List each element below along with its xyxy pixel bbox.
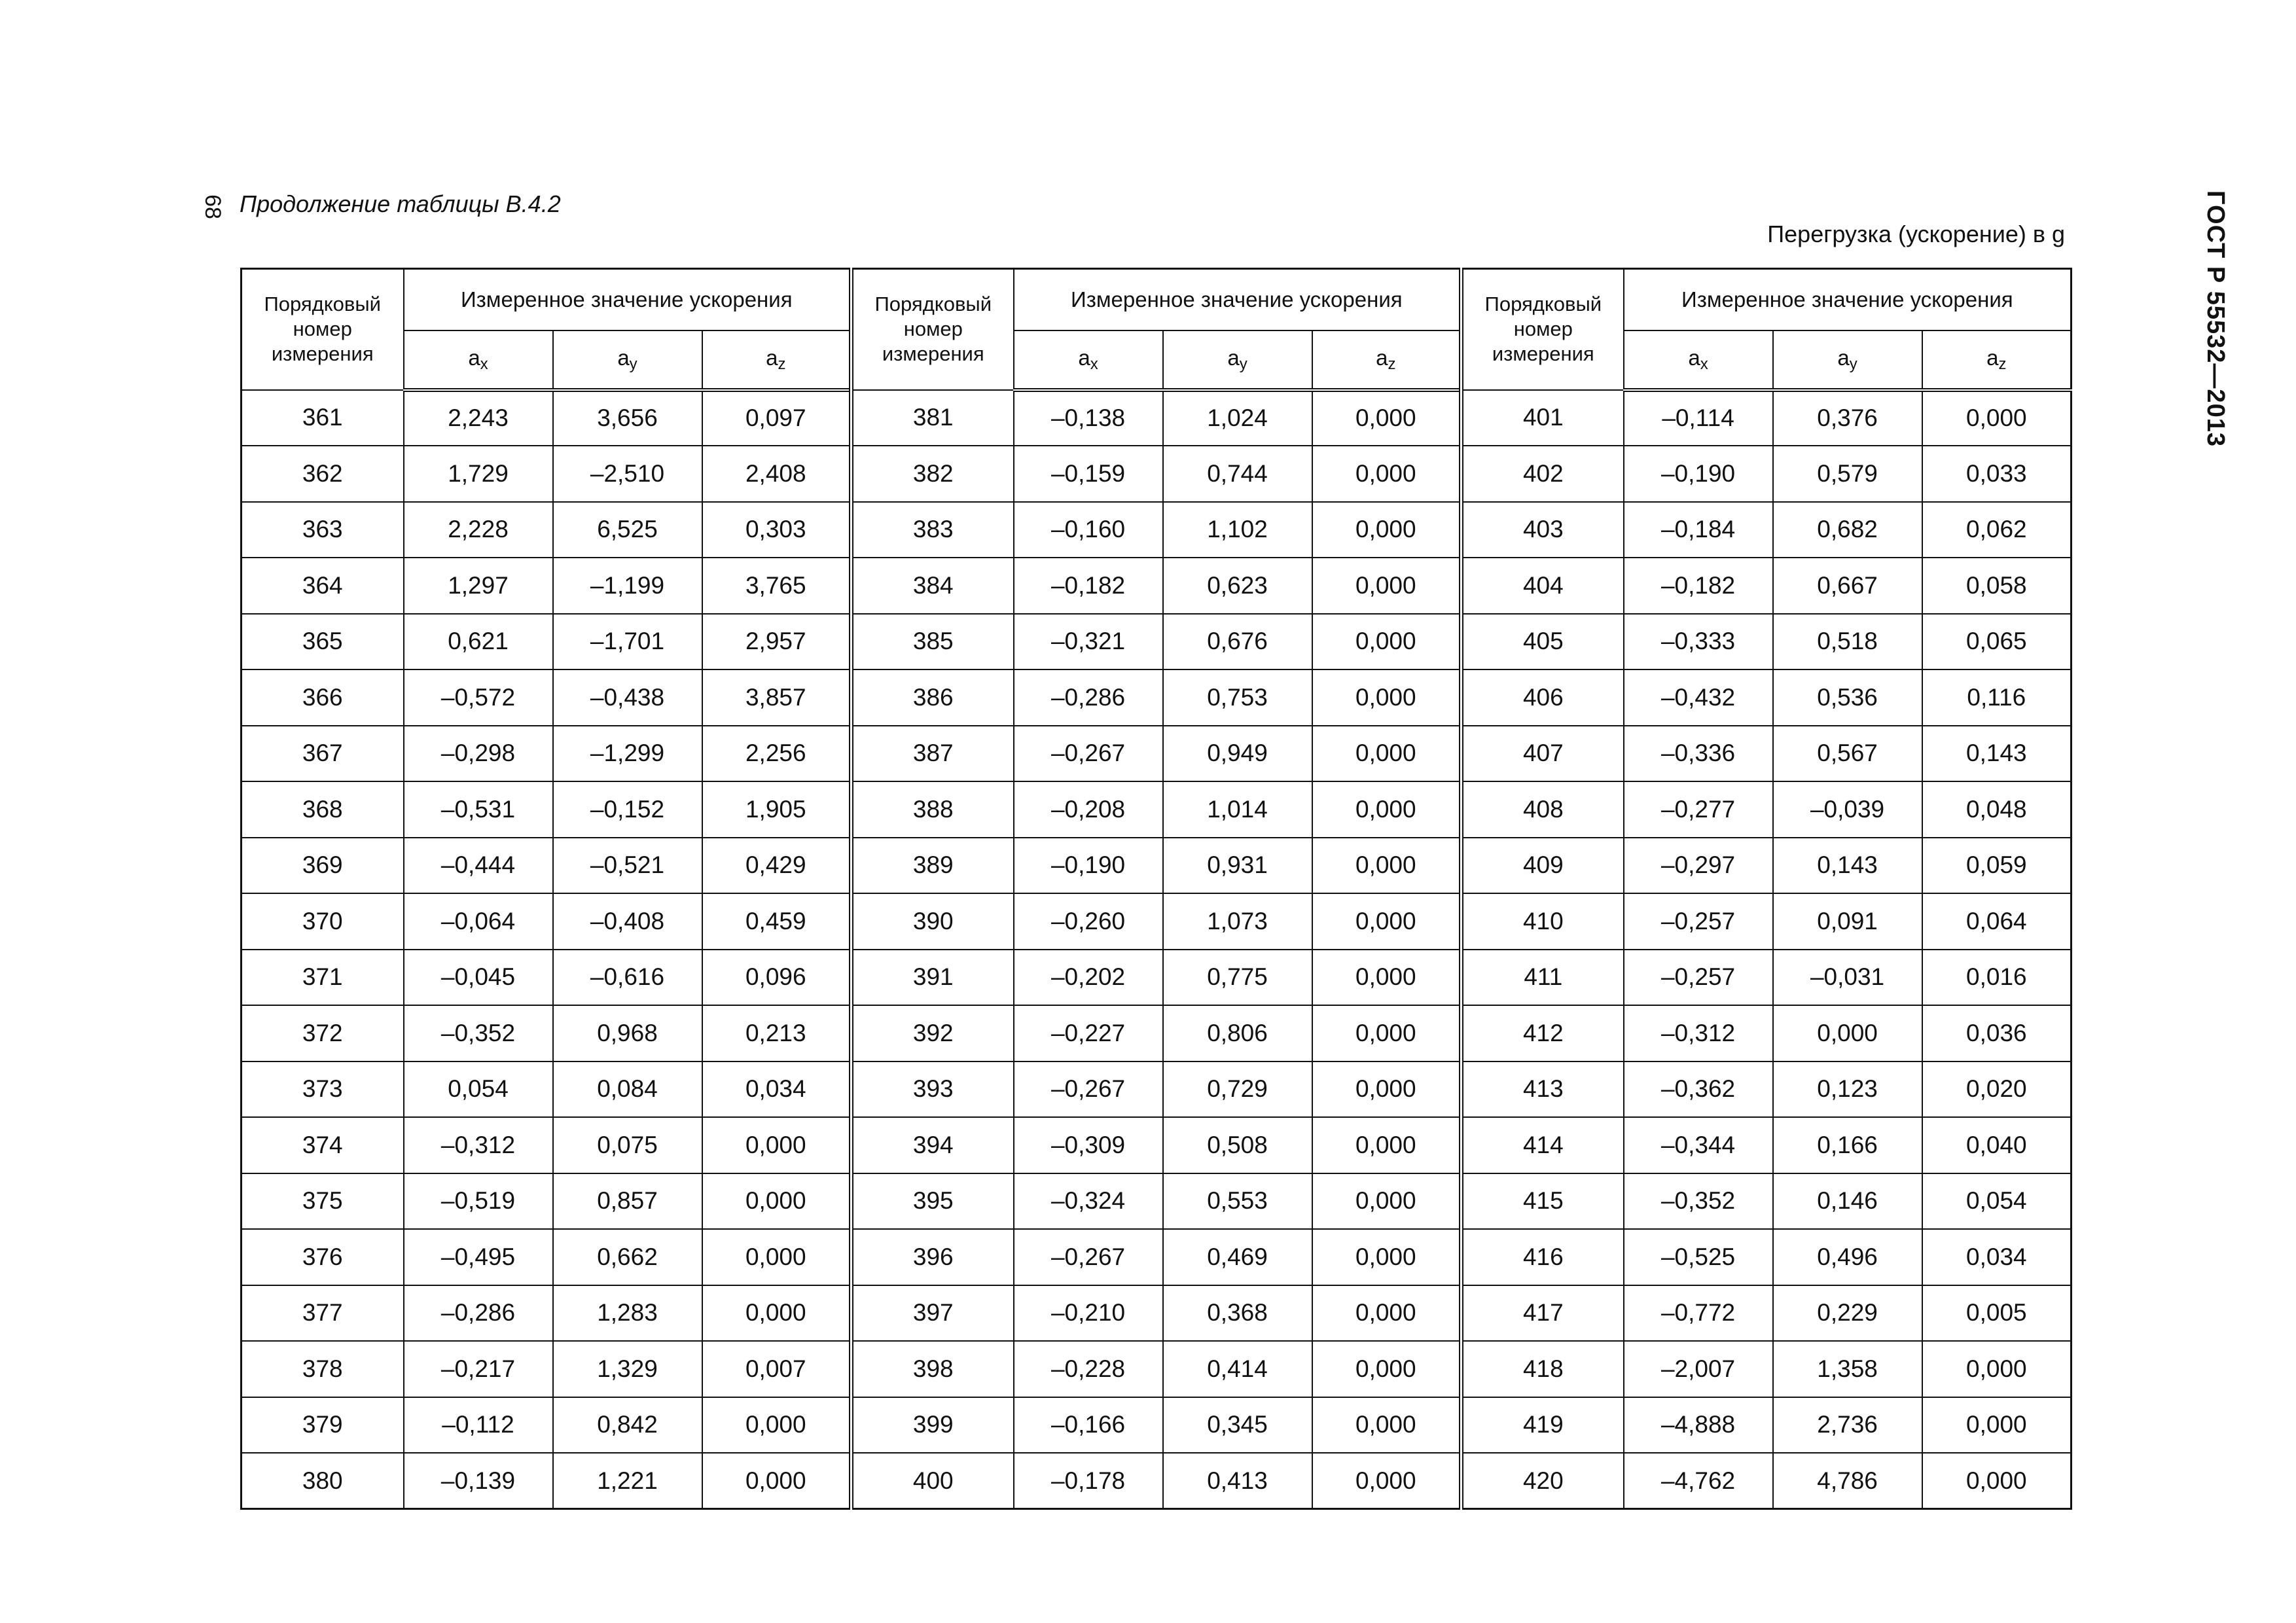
cell-az: 0,000 [1312, 1117, 1462, 1173]
cell-ay: –1,701 [553, 614, 702, 670]
cell-ax: –0,444 [404, 838, 553, 894]
cell-ax: 0,621 [404, 614, 553, 670]
cell-ay: 0,469 [1163, 1229, 1312, 1285]
cell-ay: 1,329 [553, 1341, 702, 1397]
cell-index: 405 [1462, 614, 1624, 670]
cell-index: 403 [1462, 502, 1624, 558]
cell-ay: 1,102 [1163, 502, 1312, 558]
cell-ax: –0,257 [1624, 893, 1773, 950]
cell-ay: 0,775 [1163, 950, 1312, 1006]
cell-index: 411 [1462, 950, 1624, 1006]
table-caption: Продолжение таблицы В.4.2 [240, 190, 561, 217]
cell-index: 418 [1462, 1341, 1624, 1397]
cell-ay: 0,414 [1163, 1341, 1312, 1397]
cell-index: 415 [1462, 1173, 1624, 1230]
cell-ay: 0,518 [1773, 614, 1922, 670]
cell-az: 0,096 [702, 950, 852, 1006]
cell-ay: 0,753 [1163, 669, 1312, 726]
cell-index: 381 [852, 390, 1014, 446]
ax-header: $a_x$ [1014, 330, 1163, 390]
cell-az: 3,765 [702, 558, 852, 614]
az-header: $a_z$ [1312, 330, 1462, 390]
cell-ax: –0,772 [1624, 1285, 1773, 1342]
cell-index: 385 [852, 614, 1014, 670]
cell-ax: –0,208 [1014, 781, 1163, 838]
cell-index: 372 [242, 1005, 404, 1061]
cell-ax: –0,045 [404, 950, 553, 1006]
cell-ax: –0,321 [1014, 614, 1163, 670]
cell-ay: 0,623 [1163, 558, 1312, 614]
cell-ax: –4,762 [1624, 1453, 1773, 1509]
cell-ax: –0,114 [1624, 390, 1773, 446]
cell-az: 0,016 [1922, 950, 2072, 1006]
cell-ay: 0,229 [1773, 1285, 1922, 1342]
cell-az: 0,000 [1312, 390, 1462, 446]
cell-az: 0,000 [1312, 446, 1462, 502]
cell-az: 0,007 [702, 1341, 852, 1397]
table-row [242, 726, 2072, 782]
cell-ax: –0,139 [404, 1453, 553, 1509]
cell-index: 397 [852, 1285, 1014, 1342]
table-row [242, 1061, 2072, 1118]
table-row [242, 446, 2072, 502]
cell-az: 0,000 [1312, 1173, 1462, 1230]
cell-index: 393 [852, 1061, 1014, 1118]
cell-ay: 0,368 [1163, 1285, 1312, 1342]
table-row [242, 1341, 2072, 1397]
cell-az: 0,213 [702, 1005, 852, 1061]
cell-ax: –0,160 [1014, 502, 1163, 558]
cell-ay: 0,682 [1773, 502, 1922, 558]
cell-index: 402 [1462, 446, 1624, 502]
cell-az: 0,000 [702, 1285, 852, 1342]
cell-az: 0,000 [1312, 558, 1462, 614]
cell-ax: –0,267 [1014, 1061, 1163, 1118]
cell-ay: 0,842 [553, 1397, 702, 1454]
cell-index: 373 [242, 1061, 404, 1118]
cell-az: 0,034 [1922, 1229, 2072, 1285]
cell-ay: 1,283 [553, 1285, 702, 1342]
cell-index: 388 [852, 781, 1014, 838]
cell-index: 410 [1462, 893, 1624, 950]
cell-index: 395 [852, 1173, 1014, 1230]
cell-ax: –0,184 [1624, 502, 1773, 558]
table-row [242, 838, 2072, 894]
cell-ax: –0,267 [1014, 1229, 1163, 1285]
table-row [242, 1453, 2072, 1509]
cell-ax: –0,432 [1624, 669, 1773, 726]
table-row [242, 1285, 2072, 1342]
cell-index: 382 [852, 446, 1014, 502]
cell-index: 390 [852, 893, 1014, 950]
table-header [242, 269, 2072, 390]
cell-index: 414 [1462, 1117, 1624, 1173]
cell-ay: 0,857 [553, 1173, 702, 1230]
cell-index: 394 [852, 1117, 1014, 1173]
cell-ay: 0,553 [1163, 1173, 1312, 1230]
cell-az: 0,429 [702, 838, 852, 894]
cell-az: 0,034 [702, 1061, 852, 1118]
cell-ax: –0,352 [404, 1005, 553, 1061]
cell-index: 404 [1462, 558, 1624, 614]
cell-ax: –0,286 [404, 1285, 553, 1342]
cell-az: 0,000 [1312, 1397, 1462, 1454]
cell-az: 0,000 [1312, 614, 1462, 670]
cell-index: 386 [852, 669, 1014, 726]
cell-ay: –0,408 [553, 893, 702, 950]
cell-ax: –0,333 [1624, 614, 1773, 670]
cell-ay: 0,146 [1773, 1173, 1922, 1230]
cell-index: 364 [242, 558, 404, 614]
cell-ay: 0,075 [553, 1117, 702, 1173]
cell-ax: –0,344 [1624, 1117, 1773, 1173]
cell-index: 401 [1462, 390, 1624, 446]
cell-index: 412 [1462, 1005, 1624, 1061]
cell-az: 0,000 [1312, 1061, 1462, 1118]
cell-index: 391 [852, 950, 1014, 1006]
cell-ay: –0,152 [553, 781, 702, 838]
cell-az: 0,000 [1312, 1285, 1462, 1342]
ax-header: $a_x$ [1624, 330, 1773, 390]
cell-ax: –0,362 [1624, 1061, 1773, 1118]
cell-az: 0,303 [702, 502, 852, 558]
table-row [242, 1117, 2072, 1173]
cell-ax: –0,210 [1014, 1285, 1163, 1342]
cell-index: 384 [852, 558, 1014, 614]
cell-ay: 1,221 [553, 1453, 702, 1509]
index-header: Порядковый номер измерения [242, 269, 404, 390]
cell-az: 0,000 [1312, 502, 1462, 558]
cell-ax: 1,729 [404, 446, 553, 502]
cell-az: 0,005 [1922, 1285, 2072, 1342]
cell-az: 0,097 [702, 390, 852, 446]
cell-index: 406 [1462, 669, 1624, 726]
cell-ax: –0,138 [1014, 390, 1163, 446]
cell-ay: 0,949 [1163, 726, 1312, 782]
group-header: Измеренное значение ускорения [1014, 269, 1462, 330]
group-header: Измеренное значение ускорения [1624, 269, 2072, 330]
cell-ax: 1,297 [404, 558, 553, 614]
cell-ay: 0,729 [1163, 1061, 1312, 1118]
cell-ay: 0,166 [1773, 1117, 1922, 1173]
cell-ay: –0,039 [1773, 781, 1922, 838]
cell-ax: 2,243 [404, 390, 553, 446]
cell-ay: 0,744 [1163, 446, 1312, 502]
cell-az: 0,000 [1312, 669, 1462, 726]
cell-index: 367 [242, 726, 404, 782]
cell-ay: –0,031 [1773, 950, 1922, 1006]
table-row [242, 614, 2072, 670]
cell-index: 379 [242, 1397, 404, 1454]
table-row [242, 1229, 2072, 1285]
cell-ax: –0,202 [1014, 950, 1163, 1006]
cell-ay: 0,091 [1773, 893, 1922, 950]
table-row [242, 1397, 2072, 1454]
cell-ax: –0,312 [404, 1117, 553, 1173]
cell-ay: 0,667 [1773, 558, 1922, 614]
cell-az: 2,957 [702, 614, 852, 670]
cell-az: 0,000 [702, 1117, 852, 1173]
cell-ax: –0,228 [1014, 1341, 1163, 1397]
cell-index: 376 [242, 1229, 404, 1285]
cell-index: 374 [242, 1117, 404, 1173]
cell-ax: 0,054 [404, 1061, 553, 1118]
cell-ax: –0,286 [1014, 669, 1163, 726]
cell-ay: –2,510 [553, 446, 702, 502]
cell-index: 378 [242, 1341, 404, 1397]
cell-ay: 1,358 [1773, 1341, 1922, 1397]
cell-index: 387 [852, 726, 1014, 782]
cell-az: 0,000 [1312, 1005, 1462, 1061]
cell-ax: –0,257 [1624, 950, 1773, 1006]
cell-ay: 2,736 [1773, 1397, 1922, 1454]
cell-ay: 0,376 [1773, 390, 1922, 446]
table-row [242, 1173, 2072, 1230]
cell-az: 0,143 [1922, 726, 2072, 782]
cell-az: 1,905 [702, 781, 852, 838]
cell-index: 417 [1462, 1285, 1624, 1342]
cell-index: 375 [242, 1173, 404, 1230]
cell-index: 408 [1462, 781, 1624, 838]
cell-ay: 1,024 [1163, 390, 1312, 446]
cell-ax: –0,178 [1014, 1453, 1163, 1509]
table-row [242, 502, 2072, 558]
cell-az: 0,000 [1312, 1453, 1462, 1509]
cell-az: 0,000 [1312, 893, 1462, 950]
cell-az: 0,000 [1922, 1397, 2072, 1454]
cell-index: 383 [852, 502, 1014, 558]
table-row [242, 390, 2072, 446]
cell-ay: –1,299 [553, 726, 702, 782]
cell-ay: 0,968 [553, 1005, 702, 1061]
ay-header: $a_y$ [553, 330, 702, 390]
cell-az: 0,065 [1922, 614, 2072, 670]
cell-ax: –0,495 [404, 1229, 553, 1285]
cell-index: 380 [242, 1453, 404, 1509]
cell-index: 409 [1462, 838, 1624, 894]
cell-ay: 4,786 [1773, 1453, 1922, 1509]
cell-az: 0,459 [702, 893, 852, 950]
cell-ax: –0,190 [1014, 838, 1163, 894]
cell-ax: –2,007 [1624, 1341, 1773, 1397]
cell-az: 0,036 [1922, 1005, 2072, 1061]
ax-header: $a_x$ [404, 330, 553, 390]
cell-ay: 1,014 [1163, 781, 1312, 838]
az-header: $a_z$ [702, 330, 852, 390]
cell-ay: 0,579 [1773, 446, 1922, 502]
cell-ax: –0,324 [1014, 1173, 1163, 1230]
group-header: Измеренное значение ускорения [404, 269, 852, 330]
cell-ay: 1,073 [1163, 893, 1312, 950]
cell-az: 0,000 [1312, 838, 1462, 894]
cell-index: 366 [242, 669, 404, 726]
cell-ax: –0,312 [1624, 1005, 1773, 1061]
cell-ax: –0,182 [1624, 558, 1773, 614]
cell-index: 362 [242, 446, 404, 502]
cell-ay: –1,199 [553, 558, 702, 614]
cell-ay: 0,567 [1773, 726, 1922, 782]
cell-index: 416 [1462, 1229, 1624, 1285]
document-code: ГОСТ Р 55532—2013 [2202, 190, 2229, 447]
cell-az: 2,256 [702, 726, 852, 782]
cell-ay: 0,413 [1163, 1453, 1312, 1509]
cell-index: 419 [1462, 1397, 1624, 1454]
cell-az: 0,059 [1922, 838, 2072, 894]
cell-ax: 2,228 [404, 502, 553, 558]
table-row [242, 781, 2072, 838]
cell-index: 399 [852, 1397, 1014, 1454]
cell-az: 0,064 [1922, 893, 2072, 950]
cell-az: 0,000 [1922, 1453, 2072, 1509]
cell-ay: 0,676 [1163, 614, 1312, 670]
cell-ax: –0,064 [404, 893, 553, 950]
cell-ay: 0,084 [553, 1061, 702, 1118]
cell-index: 413 [1462, 1061, 1624, 1118]
cell-ax: –0,298 [404, 726, 553, 782]
cell-az: 0,000 [1312, 950, 1462, 1006]
cell-ax: –0,217 [404, 1341, 553, 1397]
cell-ay: 6,525 [553, 502, 702, 558]
cell-ax: –0,267 [1014, 726, 1163, 782]
cell-index: 420 [1462, 1453, 1624, 1509]
cell-az: 0,000 [1312, 1229, 1462, 1285]
table-row [242, 558, 2072, 614]
cell-ax: –0,531 [404, 781, 553, 838]
index-header: Порядковый номер измерения [1462, 269, 1624, 390]
az-header: $a_z$ [1922, 330, 2072, 390]
page-number: 68 [200, 194, 225, 219]
table-row [242, 1005, 2072, 1061]
cell-az: 0,000 [1922, 390, 2072, 446]
cell-ax: –0,227 [1014, 1005, 1163, 1061]
cell-ay: 0,806 [1163, 1005, 1312, 1061]
cell-ay: –0,521 [553, 838, 702, 894]
cell-ay: 3,656 [553, 390, 702, 446]
cell-az: 0,000 [1312, 781, 1462, 838]
cell-ax: –0,166 [1014, 1397, 1163, 1454]
cell-index: 389 [852, 838, 1014, 894]
cell-ay: 0,931 [1163, 838, 1312, 894]
cell-index: 365 [242, 614, 404, 670]
ay-header: $a_y$ [1163, 330, 1312, 390]
cell-az: 0,040 [1922, 1117, 2072, 1173]
cell-ay: 0,508 [1163, 1117, 1312, 1173]
cell-index: 407 [1462, 726, 1624, 782]
cell-ay: –0,438 [553, 669, 702, 726]
cell-az: 0,000 [1312, 726, 1462, 782]
cell-az: 0,000 [702, 1397, 852, 1454]
cell-ay: 0,345 [1163, 1397, 1312, 1454]
cell-ax: –0,182 [1014, 558, 1163, 614]
cell-ax: –0,277 [1624, 781, 1773, 838]
cell-az: 0,054 [1922, 1173, 2072, 1230]
acceleration-table-container [240, 268, 2065, 1508]
units-note: Перегрузка (ускорение) в g [1767, 221, 2065, 247]
table-row [242, 950, 2072, 1006]
cell-ay: 0,536 [1773, 669, 1922, 726]
cell-az: 0,062 [1922, 502, 2072, 558]
table-row [242, 893, 2072, 950]
cell-ay: 0,662 [553, 1229, 702, 1285]
cell-az: 2,408 [702, 446, 852, 502]
cell-index: 370 [242, 893, 404, 950]
cell-ay: 0,123 [1773, 1061, 1922, 1118]
cell-index: 361 [242, 390, 404, 446]
ay-header: $a_y$ [1773, 330, 1922, 390]
cell-az: 3,857 [702, 669, 852, 726]
cell-ax: –0,190 [1624, 446, 1773, 502]
cell-index: 377 [242, 1285, 404, 1342]
cell-az: 0,000 [1922, 1341, 2072, 1397]
cell-ax: –0,112 [404, 1397, 553, 1454]
cell-index: 396 [852, 1229, 1014, 1285]
cell-ax: –0,572 [404, 669, 553, 726]
cell-index: 371 [242, 950, 404, 1006]
cell-ay: 0,143 [1773, 838, 1922, 894]
cell-az: 0,020 [1922, 1061, 2072, 1118]
cell-az: 0,000 [702, 1173, 852, 1230]
index-header: Порядковый номер измерения [852, 269, 1014, 390]
cell-ax: –4,888 [1624, 1397, 1773, 1454]
cell-az: 0,048 [1922, 781, 2072, 838]
cell-az: 0,033 [1922, 446, 2072, 502]
cell-ax: –0,352 [1624, 1173, 1773, 1230]
cell-ax: –0,159 [1014, 446, 1163, 502]
cell-ax: –0,519 [404, 1173, 553, 1230]
cell-ax: –0,525 [1624, 1229, 1773, 1285]
acceleration-table [240, 268, 2072, 1510]
cell-ax: –0,336 [1624, 726, 1773, 782]
cell-az: 0,116 [1922, 669, 2072, 726]
table-body [242, 390, 2072, 1509]
cell-index: 368 [242, 781, 404, 838]
table-row [242, 669, 2072, 726]
cell-ax: –0,297 [1624, 838, 1773, 894]
cell-index: 392 [852, 1005, 1014, 1061]
cell-ax: –0,309 [1014, 1117, 1163, 1173]
cell-az: 0,000 [702, 1453, 852, 1509]
cell-az: 0,000 [1312, 1341, 1462, 1397]
cell-ay: –0,616 [553, 950, 702, 1006]
cell-az: 0,000 [702, 1229, 852, 1285]
cell-ay: 0,000 [1773, 1005, 1922, 1061]
cell-index: 369 [242, 838, 404, 894]
cell-ay: 0,496 [1773, 1229, 1922, 1285]
cell-index: 398 [852, 1341, 1014, 1397]
cell-index: 400 [852, 1453, 1014, 1509]
cell-az: 0,058 [1922, 558, 2072, 614]
cell-index: 363 [242, 502, 404, 558]
cell-ax: –0,260 [1014, 893, 1163, 950]
